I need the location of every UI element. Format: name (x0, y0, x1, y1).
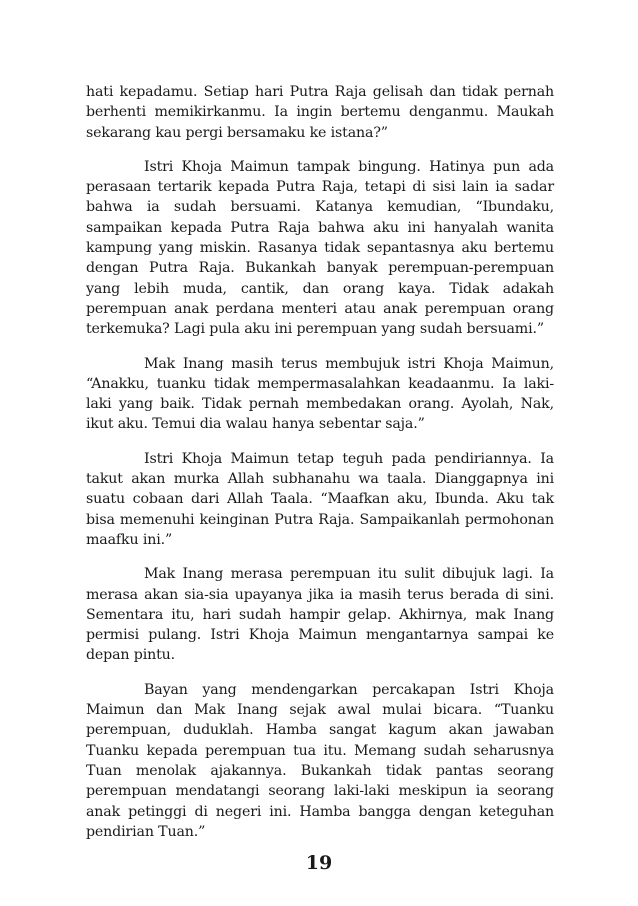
paragraph-2: Istri Khoja Maimun tampak bingung. Hatinya pun ada perasaan tertarik kepada Putra Raja, tetapi di sisi lain ia sadar bahwa ia sudah bersuami. Katanya kemudian, “Ibundaku, sampaikan kepada Putra Raja bahwa aku ini hanyalah wanita kampung yang miskin. Rasanya tidak sepantasnya aku bertemu dengan Putra Raja. Bukankah banyak perempuan-perempuan yang lebih muda, cantik, dan orang kaya. Tidak adakah perempuan anak perdana menteri atau anak perempuan orang terkemuka? Lagi pula aku ini perempuan yang sudah bersuami.” (86, 158, 554, 338)
paragraph-1: hati kepadamu. Setiap hari Putra Raja gelisah dan tidak pernah berhenti memikirkanmu. Ia ingin bertemu denganmu. Maukah sekarang kau pergi bersamaku ke istana?” (86, 84, 554, 141)
paragraph-6: Bayan yang mendengarkan percakapan Istri Khoja Maimun dan Mak Inang sejak awal mulai bicara. “Tuanku perempuan, duduklah. Hamba sangat kagum akan jawaban Tuanku kepada perempuan tua itu. Memang sudah seharusnya Tuan menolak ajakannya. Bukankah tidak pantas seorang perempuan mendatangi seorang laki-laki meskipun ia seorang anak petinggi di negeri ini. Hamba bangga dengan keteguhan pendirian Tuan.” (86, 681, 554, 840)
paragraph-3: Mak Inang masih terus membujuk istri Khoja Maimun, “Anakku, tuanku tidak mempermasalahkan keadaanmu. Ia laki-laki yang baik. Tidak pernah membedakan orang. Ayolah, Nak, ikut aku. Temui dia walau hanya sebentar saja.” (86, 355, 554, 433)
page-body (86, 82, 554, 856)
paragraph-5: Mak Inang merasa perempuan itu sulit dibujuk lagi. Ia merasa akan sia-sia upayanya jika ia masih terus berada di sini. Sementara itu, hari sudah hampir gelap. Akhirnya, mak Inang permisi pulang. Istri Khoja Maimun mengantarnya sampai ke depan pintu. (86, 566, 554, 664)
paragraph-4: Istri Khoja Maimun tetap teguh pada pendiriannya. Ia takut akan murka Allah subhanahu wa taala. Dianggapnya ini suatu cobaan dari Allah Taala. “Maafkan aku, Ibunda. Aku tak bisa memenuhi keinginan Putra Raja. Sampaikanlah permohonan maafku ini.” (86, 450, 554, 548)
page-number: 19 (305, 852, 333, 874)
